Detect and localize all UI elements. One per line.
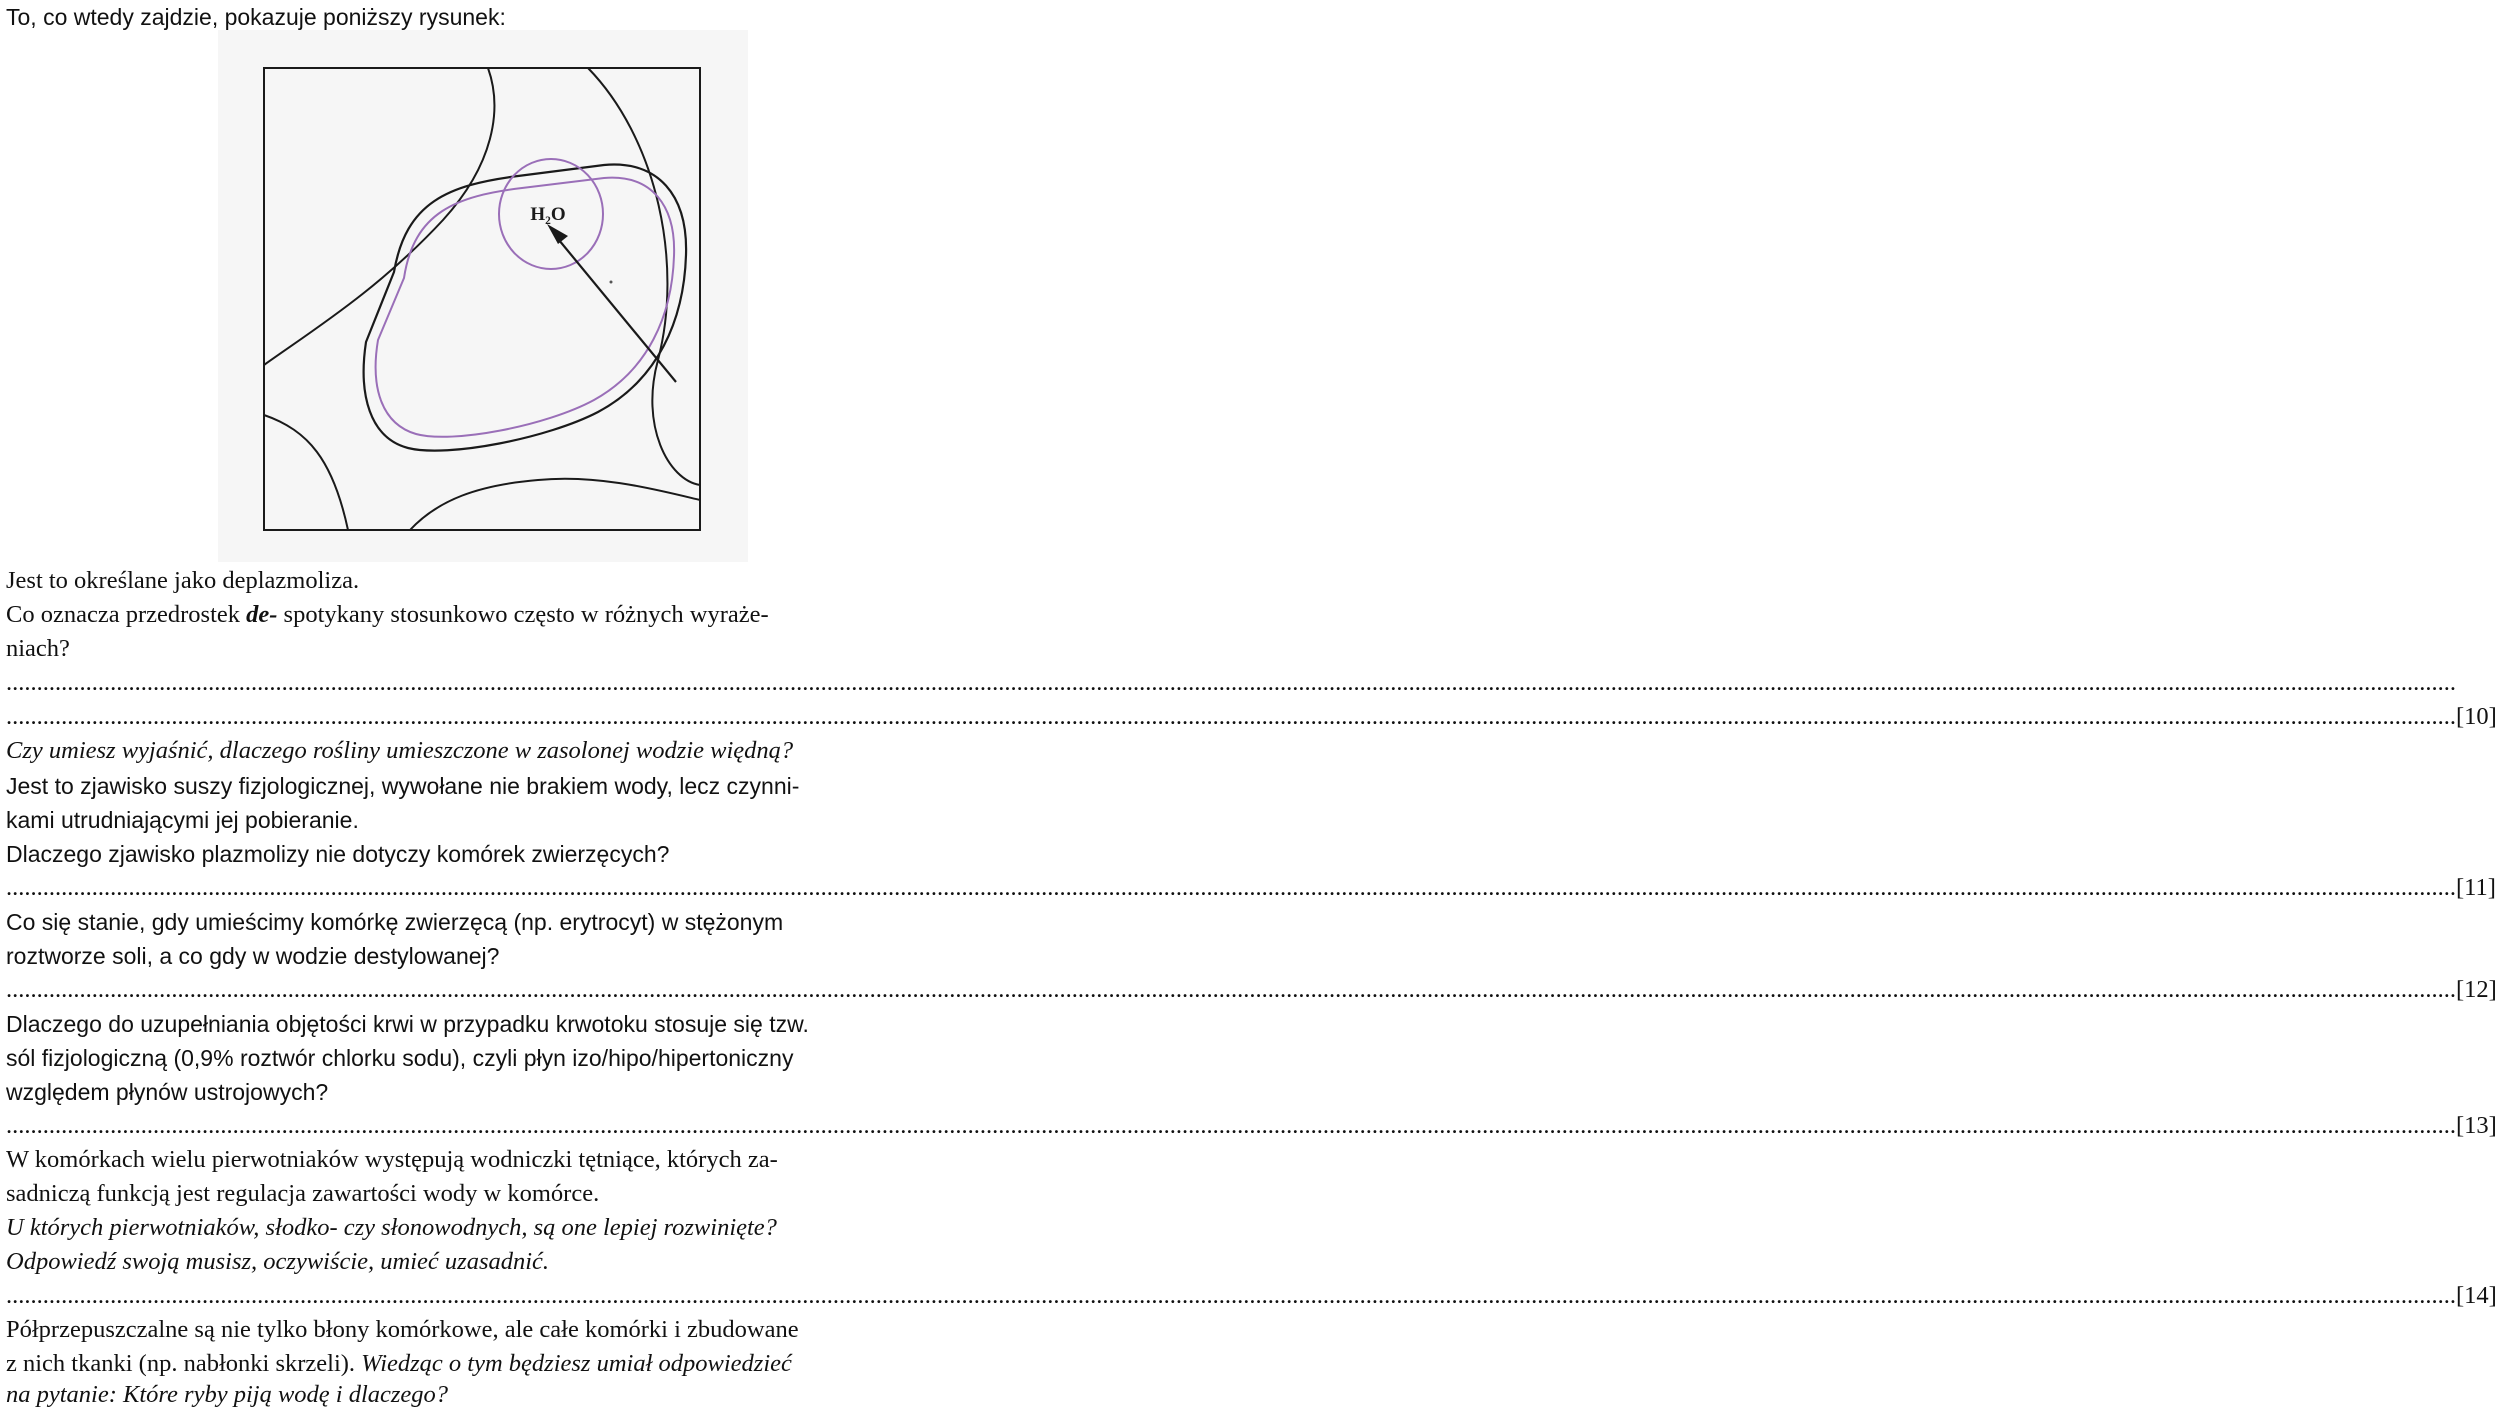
drought-text-line: kami utrudniającymi jej pobieranie. (6, 807, 359, 833)
final-question: na pytanie: Które ryby piją wodę i dlaczego? (6, 1381, 449, 1408)
question-12-line: roztworze soli, a co gdy w wodzie destylowanej? (6, 943, 500, 969)
final-text-line (6, 1347, 954, 1381)
water-arrow-shaft (554, 234, 676, 382)
vacuole-text-line: sadniczą funkcją jest regulacja zawartości wody w komórce. (6, 1180, 600, 1207)
water-arrow-head (547, 224, 568, 244)
question-number: [10] (2456, 703, 2497, 730)
wilting-question: Czy umiesz wyjaśnić, dlaczego rośliny umieszczone w zasolonej wodzie więdną? (6, 737, 794, 764)
answer-dots: ................................................................................................................................................................................................................................................................................................................................................................................................................ (6, 874, 2456, 901)
question-11: Dlaczego zjawisko plazmolizy nie dotyczy komórek zwierzęcych? (6, 841, 670, 867)
prefix-question-cont: niach? (6, 635, 70, 662)
answer-dots: ................................................................................................................................................................................................................................................................................................................................................................................................................ (6, 669, 2456, 696)
prefix-emphasis: de- (246, 601, 278, 628)
deplasmolysis-text: Jest to określane jako deplazmoliza. (6, 567, 360, 594)
answer-dots: ................................................................................................................................................................................................................................................................................................................................................................................................................ (6, 976, 2456, 1003)
drought-text-line: Jest to zjawisko suszy fizjologicznej, wywołane nie brakiem wody, lecz czynni- (6, 773, 800, 799)
question-number: [11] (2456, 874, 2496, 901)
question-number: [14] (2456, 1282, 2497, 1309)
question-13-line: sól fizjologiczną (0,9% roztwór chlorku sodu), czyli płyn izo/hipo/hipertoniczny (6, 1045, 794, 1071)
answer-line (6, 973, 2497, 1007)
answer-line (6, 871, 2496, 905)
answer-line (6, 700, 2497, 734)
cell-wall-right (588, 68, 700, 485)
prefix-question (6, 598, 954, 632)
cell-outline (364, 165, 686, 451)
intro-text: To, co wtedy zajdzie, pokazuje poniższy rysunek: (6, 4, 506, 30)
vacuole-text-line: W komórkach wielu pierwotniaków występują wodniczki tętniące, których za- (6, 1146, 778, 1173)
prefix-question-before: Co oznacza przedrostek (6, 601, 247, 628)
deplasmolysis-figure (218, 30, 748, 562)
answer-dots: ................................................................................................................................................................................................................................................................................................................................................................................................................ (6, 1112, 2456, 1139)
cell-membrane (376, 178, 674, 437)
answer-line (6, 666, 2456, 700)
prefix-question-after: spotykany stosunkowo często w różnych wyraże- (277, 601, 769, 628)
cell-wall-upper-left (264, 68, 494, 365)
final-text-line: Półprzepuszczalne są nie tylko błony komórkowe, ale całe komórki i zbudowane (6, 1316, 799, 1343)
question-14-line: Odpowiedź swoją musisz, oczywiście, umieć uzasadnić. (6, 1248, 550, 1275)
final-text-plain: z nich tkanki (np. nabłonki skrzeli). (6, 1350, 362, 1377)
cell-wall-lower-left (264, 415, 348, 530)
answer-line (6, 1109, 2497, 1143)
question-number: [13] (2456, 1112, 2497, 1139)
question-14-line: U których pierwotniaków, słodko- czy słonowodnych, są one lepiej rozwinięte? (6, 1214, 777, 1241)
final-text-italic: Wiedząc o tym będziesz umiał odpowiedzieć (361, 1350, 792, 1377)
speck-dot (610, 281, 613, 284)
question-13-line: Dlaczego do uzupełniania objętości krwi w przypadku krwotoku stosuje się tzw. (6, 1011, 809, 1037)
question-number: [12] (2456, 976, 2497, 1003)
answer-dots: ................................................................................................................................................................................................................................................................................................................................................................................................................ (6, 1282, 2456, 1309)
answer-dots: ................................................................................................................................................................................................................................................................................................................................................................................................................ (6, 703, 2456, 730)
cell-wall-bottom (410, 479, 700, 530)
question-12-line: Co się stanie, gdy umieścimy komórkę zwierzęcą (np. erytrocyt) w stężonym (6, 909, 784, 935)
answer-line (6, 1279, 2497, 1313)
h2o-label: H₂O (530, 204, 566, 225)
question-13-line: względem płynów ustrojowych? (6, 1079, 329, 1105)
